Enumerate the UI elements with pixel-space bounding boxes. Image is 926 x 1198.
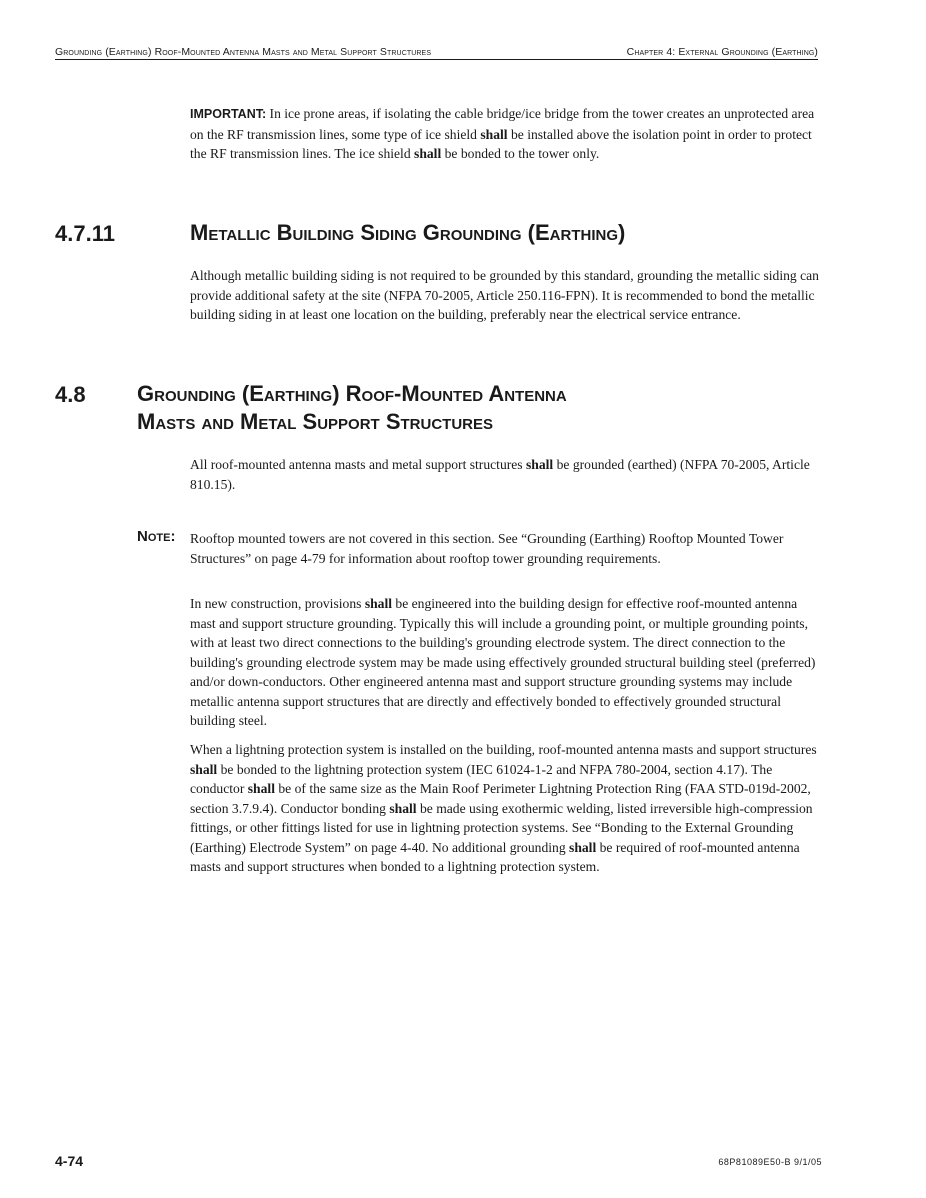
paragraph-text: be bonded to the lightning protection system (IEC 61024-1-2 and NFPA 780-2004, section 4.17). The conductor — [190, 761, 773, 796]
section-4711-paragraph: Although metallic building siding is not required to be grounded by this standard, grounding the metallic siding can provide additional safety at the site (NFPA 70-2005, Article 250.116-FPN). It is recommended to bond the metallic building siding in at least one location on the building, preferably near the electrical service entrance. — [190, 268, 819, 322]
header-left: Grounding (Earthing) Roof-Mounted Antenna Masts and Metal Support Structures — [55, 46, 432, 58]
shall-term: shall — [414, 146, 442, 161]
paragraph-text: All roof-mounted antenna masts and metal support structures — [190, 457, 526, 472]
note-label: Note: — [137, 528, 176, 545]
section-title-48-line2: Masts and Metal Support Structures — [137, 409, 494, 434]
paragraph-text: be grounded (earthed) (NFPA 70-2005, Article 810.15). — [190, 457, 810, 492]
running-header — [55, 46, 818, 60]
section-title-48 — [137, 380, 567, 436]
section-48-intro-paragraph — [190, 455, 822, 494]
shall-term: shall — [480, 126, 508, 142]
paragraph-text: be made using exothermic welding, listed irreversible high-compression fittings, or other fittings listed for use in lightning protection systems. See “Bonding to the External Grounding (Earthing) Electrode System” on page 4-40. No additional grounding — [190, 800, 813, 855]
paragraph-text: be required of roof-mounted antenna masts and support structures when bonded to a lightning protection system. — [190, 839, 800, 874]
important-label: IMPORTANT: — [190, 107, 267, 121]
section-number-48: 4.8 — [55, 382, 86, 407]
important-paragraph — [190, 104, 822, 164]
paragraph-text: be engineered into the building design for effective roof-mounted antenna mast and support structure grounding. Typically this will include a grounding point, or multiple grounding points, with at least two direct connections to the building's grounding electrode system. The direct connection to the building's grounding electrode system may be made using effectively grounded structural building steel (preferred) and/or down-conductors. Other engineered antenna mast and support structure grounding systems may include metallic antenna support structures that are directly and effectively bonded to effectively grounded structural building steel. — [190, 596, 816, 728]
section-title-48-line1: Grounding (Earthing) Roof-Mounted Antenna — [137, 381, 567, 406]
document-id: 68P81089E50-B 9/1/05 — [718, 1157, 822, 1167]
shall-term: shall — [247, 781, 275, 796]
important-text: be installed above the isolation point in order to protect the RF transmission lines. The ice shield — [190, 126, 812, 161]
paragraph-text: In new construction, provisions — [190, 596, 365, 611]
section-48-paragraph-3 — [190, 740, 822, 877]
important-text: be bonded to the tower only. — [441, 146, 600, 161]
note-text: Rooftop mounted towers are not covered in this section. See “Grounding (Earthing) Rooftop Mounted Tower Structures” on page 4-79 for information about rooftop tower grounding requirements. — [190, 531, 784, 566]
paragraph-text: When a lightning protection system is installed on the building, roof-mounted antenna masts and support structures — [190, 742, 817, 757]
paragraph-text: be of the same size as the Main Roof Perimeter Lightning Protection Ring (FAA STD-019d-2002, section 3.7.9.4). Conductor bonding — [190, 781, 811, 816]
shall-term: shall — [190, 761, 218, 777]
shall-term: shall — [364, 596, 393, 611]
shall-term: shall — [569, 839, 597, 855]
shall-term: shall — [526, 457, 554, 472]
page-number: 4-74 — [55, 1153, 84, 1169]
section-title-4711: Metallic Building Siding Grounding (Earthing) — [190, 220, 626, 245]
section-number-4711: 4.7.11 — [55, 221, 115, 246]
shall-term: shall — [389, 800, 417, 816]
important-text: In ice prone areas, if isolating the cable bridge/ice bridge from the tower creates an unprotected area on the RF transmission lines, some type of ice shield — [190, 106, 815, 142]
header-right: Chapter 4: External Grounding (Earthing) — [626, 46, 818, 58]
section-48-paragraph-2 — [190, 594, 822, 731]
